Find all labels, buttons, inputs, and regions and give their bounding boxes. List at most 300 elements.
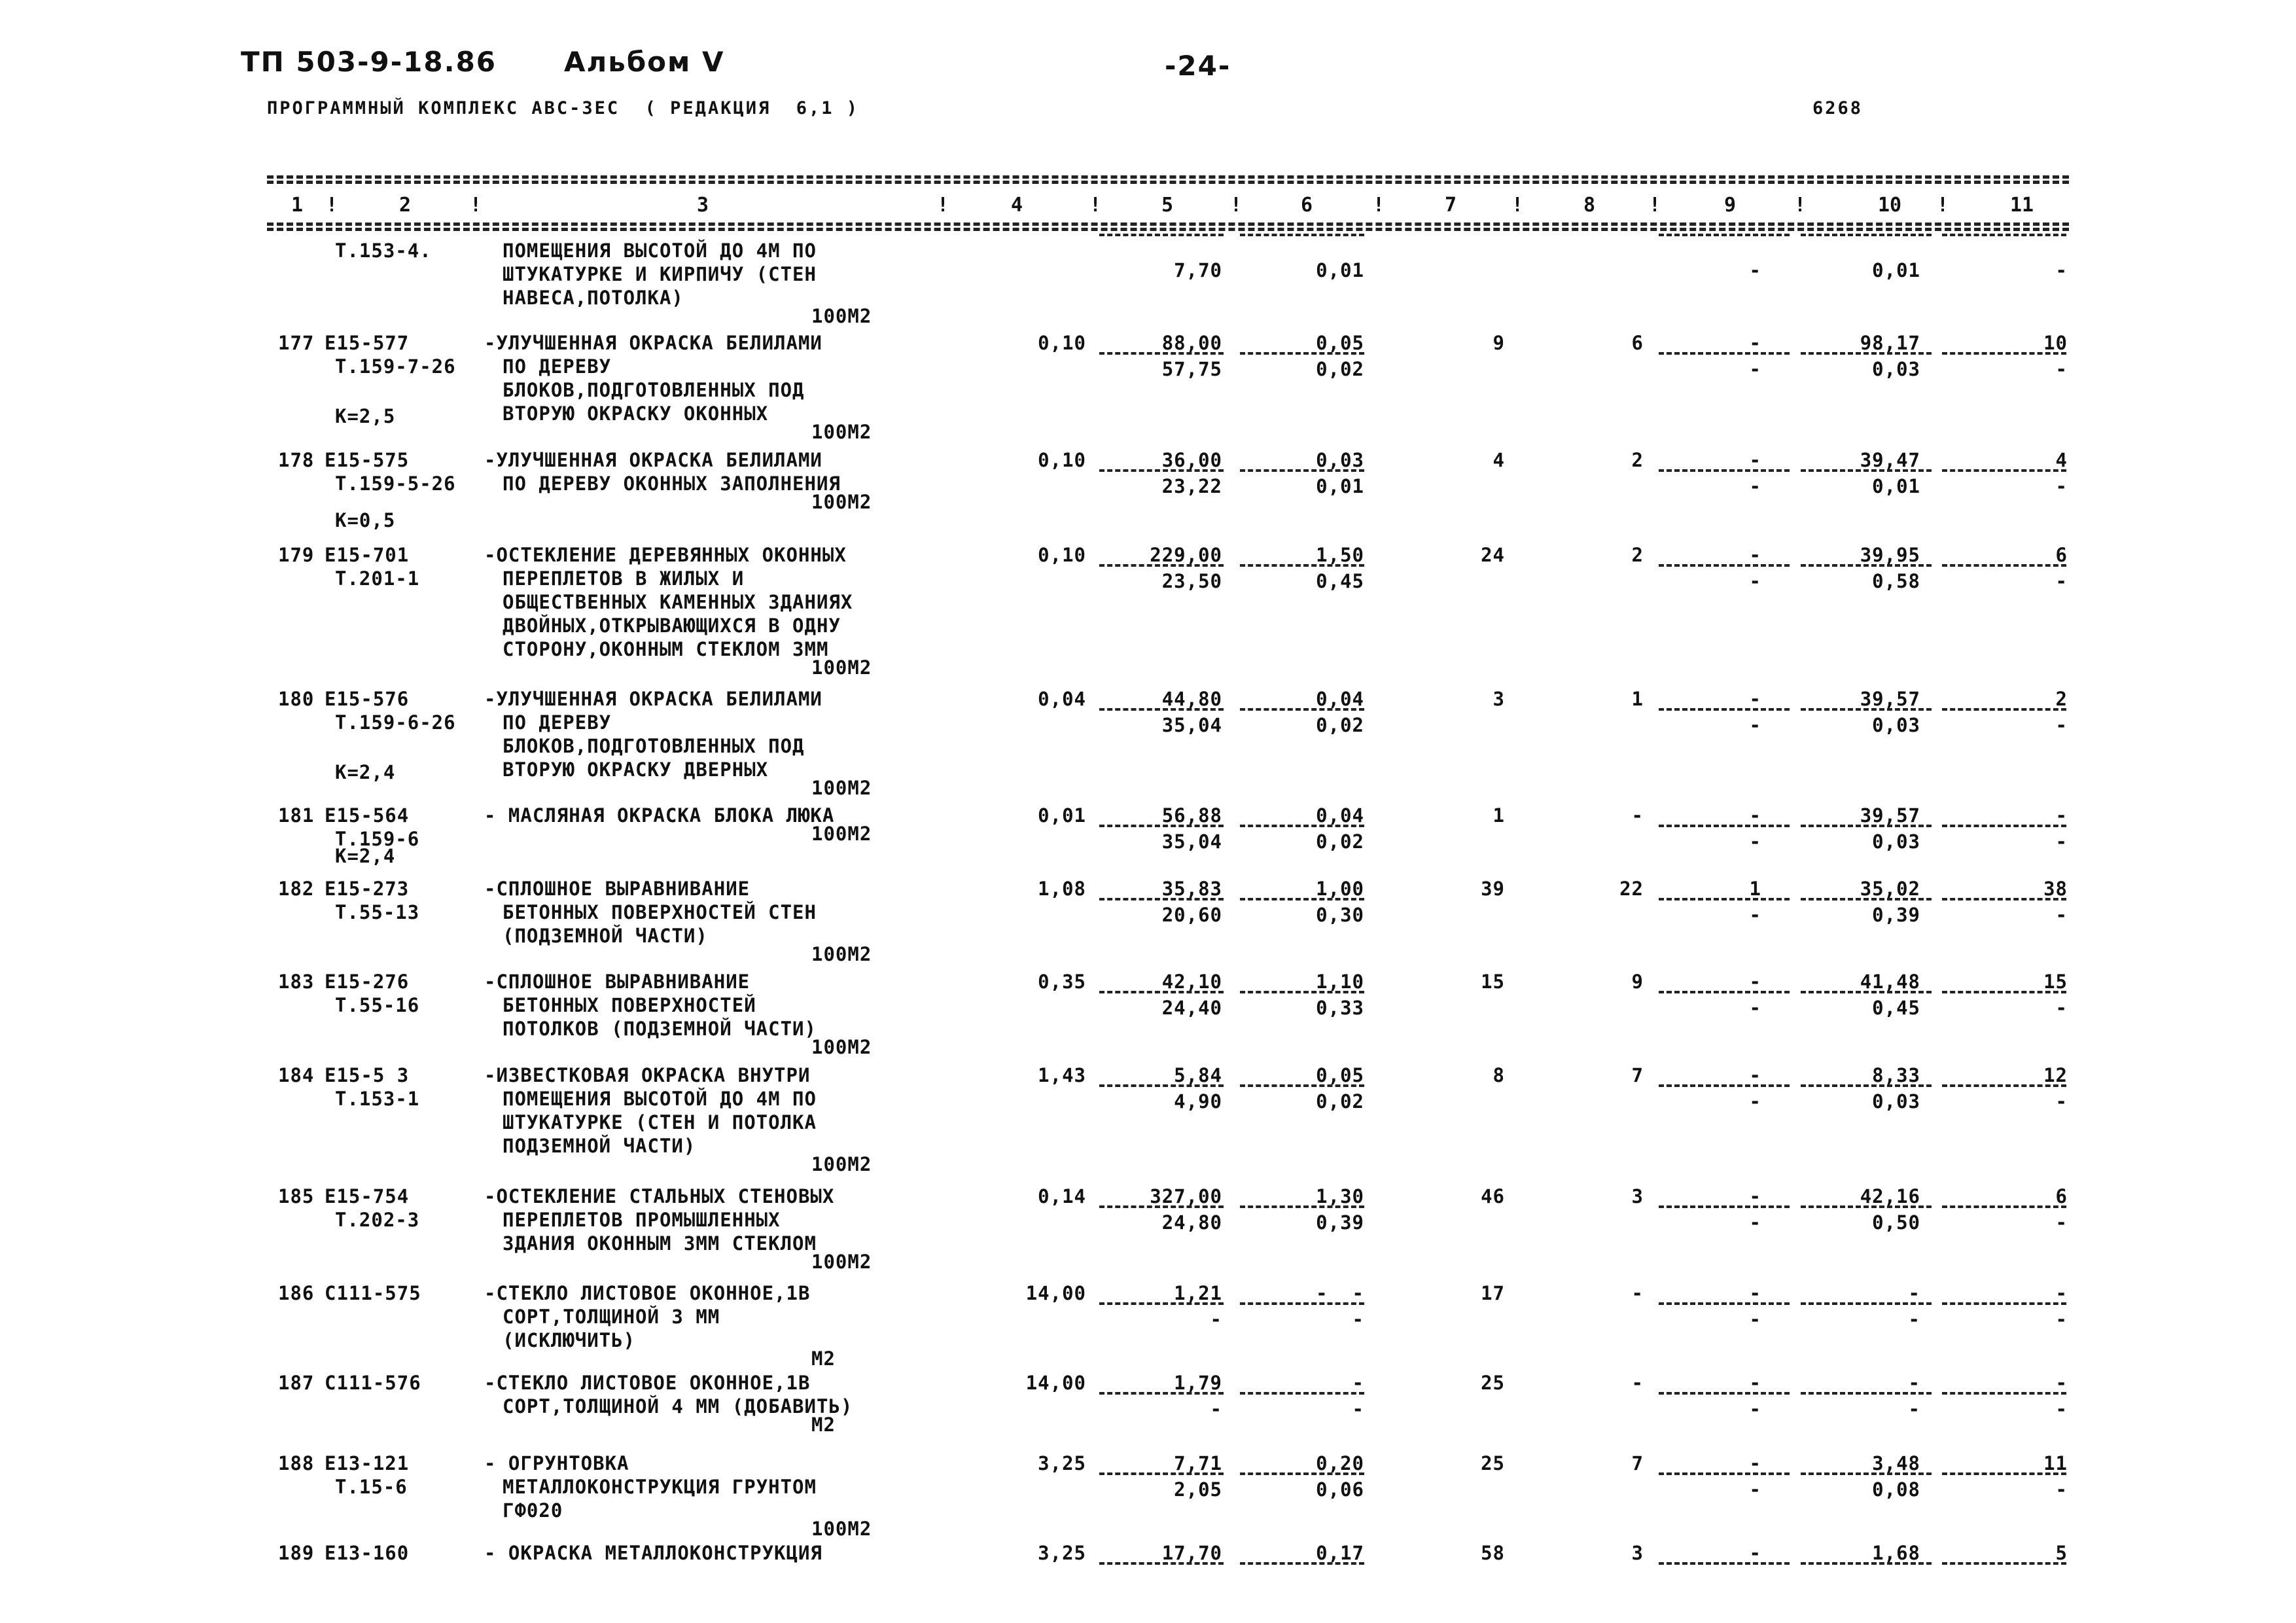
row-number: 178 — [278, 449, 315, 471]
table-ref: Т.202-3 — [335, 1209, 420, 1231]
work-description: ПО ДЕРЕВУ — [503, 711, 612, 734]
column-number: 11 — [2010, 194, 2034, 217]
labor-total: 38 — [2043, 878, 2068, 900]
rate-code: Е15-576 — [325, 688, 410, 710]
col9-value: - — [1749, 971, 1761, 993]
quantity: 0,10 — [1038, 449, 1086, 471]
cell-divider — [1942, 564, 2066, 567]
cell-divider — [1240, 1562, 1364, 1565]
unit-cost-labor: - — [1210, 1308, 1222, 1330]
labor-total-sub: - — [2055, 1090, 2068, 1113]
work-description: ПОМЕЩЕНИЯ ВЫСОТОЙ ДО 4М ПО — [503, 240, 817, 262]
cell-divider — [1801, 708, 1932, 711]
cell-divider — [1240, 1392, 1364, 1395]
total-cost: 3 — [1492, 688, 1505, 710]
mech-cost-labor: 0,06 — [1316, 1478, 1364, 1501]
total-cost: 24 — [1481, 544, 1505, 566]
row-number: 177 — [278, 332, 315, 354]
table-ref: Т.159-6 — [335, 828, 420, 850]
rate-code: Е15-564 — [325, 804, 410, 827]
page-number: -24- — [1165, 50, 1231, 82]
cell-divider — [1801, 1392, 1932, 1395]
header-bottom-rule — [267, 223, 2069, 226]
mech-cost: - — [1352, 1372, 1364, 1394]
cell-divider — [1942, 1084, 2066, 1087]
mech-cost-labor: - — [1352, 1308, 1364, 1330]
unit-cost: 56,88 — [1161, 804, 1222, 827]
quantity: 3,25 — [1038, 1542, 1086, 1564]
quantity: 3,25 — [1038, 1452, 1086, 1474]
cell-divider — [1942, 991, 2066, 993]
total-cost: 8 — [1492, 1064, 1505, 1086]
work-description: ЗДАНИЯ ОКОННЫМ 3ММ СТЕКЛОМ — [503, 1232, 817, 1255]
row-number: 187 — [278, 1372, 315, 1394]
quantity: 0,10 — [1038, 544, 1086, 566]
work-description: ВТОРУЮ ОКРАСКУ ОКОННЫХ — [503, 402, 769, 425]
quantity: 0,01 — [1038, 804, 1086, 827]
unit-cost: 17,70 — [1161, 1542, 1222, 1564]
work-description: БЕТОННЫХ ПОВЕРХНОСТЕЙ — [503, 994, 756, 1016]
col9-sub: - — [1749, 259, 1761, 281]
labor-total-sub: - — [2055, 259, 2068, 281]
quantity: 0,35 — [1038, 971, 1086, 993]
unit-cost-labor: 23,50 — [1161, 570, 1222, 592]
work-description: (ПОДЗЕМНОЙ ЧАСТИ) — [503, 925, 708, 947]
unit-cost-labor: - — [1210, 1398, 1222, 1420]
total-cost: 25 — [1481, 1452, 1505, 1474]
mech-cost-labor: 0,02 — [1316, 830, 1364, 853]
unit-cost-labor: 35,04 — [1161, 714, 1222, 736]
labor-unit-sub: - — [1908, 1398, 1920, 1420]
work-description: - ОКРАСКА МЕТАЛЛОКОНСТРУКЦИЯ — [484, 1542, 822, 1564]
cell-divider — [1801, 234, 1932, 236]
table-ref: Т.55-13 — [335, 901, 420, 923]
cell-divider — [1801, 1205, 1932, 1208]
labor-total-sub: - — [2055, 830, 2068, 853]
labor-cost: 2 — [1631, 544, 1644, 566]
col9-value: - — [1749, 332, 1761, 354]
work-description: НАВЕСА,ПОТОЛКА) — [503, 287, 684, 309]
work-description: СОРТ,ТОЛЩИНОЙ 3 ММ — [503, 1306, 720, 1328]
unit-label: 100М2 — [811, 1036, 872, 1058]
labor-cost: 6 — [1631, 332, 1644, 354]
table-ref: Т.55-16 — [335, 994, 420, 1016]
mech-cost: 0,03 — [1316, 449, 1364, 471]
cell-divider — [1801, 1302, 1932, 1305]
unit-label: 100М2 — [811, 305, 872, 327]
labor-unit: - — [1908, 1282, 1920, 1304]
work-description: -УЛУЧШЕННАЯ ОКРАСКА БЕЛИЛАМИ — [484, 449, 822, 471]
labor-total-sub: - — [2055, 714, 2068, 736]
work-description: БЛОКОВ,ПОДГОТОВЛЕННЫХ ПОД — [503, 379, 805, 401]
unit-cost-labor: 24,40 — [1161, 997, 1222, 1019]
cell-divider — [1801, 352, 1932, 355]
col9-sub: - — [1749, 1478, 1761, 1501]
column-number: 9 — [1724, 194, 1737, 217]
labor-unit: 8,33 — [1872, 1064, 1920, 1086]
cell-divider — [1099, 1472, 1224, 1475]
work-description: ШТУКАТУРКЕ (СТЕН И ПОТОЛКА — [503, 1111, 817, 1133]
rate-code: Е15-575 — [325, 449, 410, 471]
labor-total-sub: - — [2055, 1398, 2068, 1420]
col9-value: - — [1749, 688, 1761, 710]
mech-cost-labor: 0,01 — [1316, 259, 1364, 281]
rate-code: Е15-701 — [325, 544, 410, 566]
labor-total-sub: - — [2055, 358, 2068, 380]
col9-value: 1 — [1749, 878, 1761, 900]
column-number: 7 — [1445, 194, 1457, 217]
work-description: БЕТОННЫХ ПОВЕРХНОСТЕЙ СТЕН — [503, 901, 817, 923]
labor-unit: 39,47 — [1860, 449, 1920, 471]
unit-cost: 35,83 — [1161, 878, 1222, 900]
labor-total-sub: - — [2055, 1211, 2068, 1234]
total-cost: 17 — [1481, 1282, 1505, 1304]
mech-cost-labor: 0,30 — [1316, 904, 1364, 926]
labor-cost: 3 — [1631, 1542, 1644, 1564]
work-description: ВТОРУЮ ОКРАСКУ ДВЕРНЫХ — [503, 758, 769, 781]
album-label: Альбом V — [564, 46, 725, 78]
mech-cost: 0,17 — [1316, 1542, 1364, 1564]
labor-cost: 3 — [1631, 1185, 1644, 1207]
cell-divider — [1801, 1084, 1932, 1087]
col9-value: - — [1749, 1372, 1761, 1394]
col9-sub: - — [1749, 997, 1761, 1019]
work-description: ПОТОЛКОВ (ПОДЗЕМНОЙ ЧАСТИ) — [503, 1018, 817, 1040]
cell-divider — [1659, 825, 1790, 827]
cell-divider — [1659, 1084, 1790, 1087]
cell-divider — [1659, 469, 1790, 472]
mech-cost: 0,05 — [1316, 1064, 1364, 1086]
column-separator: ! — [1230, 194, 1243, 217]
quantity: 14,00 — [1025, 1282, 1086, 1304]
unit-cost-labor: 35,04 — [1161, 830, 1222, 853]
cell-divider — [1240, 564, 1364, 567]
labor-cost: 7 — [1631, 1452, 1644, 1474]
labor-cost: 1 — [1631, 688, 1644, 710]
mech-cost: 0,04 — [1316, 804, 1364, 827]
col9-sub: - — [1749, 1398, 1761, 1420]
labor-total: - — [2055, 1372, 2068, 1394]
cell-divider — [1942, 898, 2066, 901]
labor-cost: 22 — [1619, 878, 1644, 900]
cell-divider — [1099, 1084, 1224, 1087]
labor-total: 15 — [2043, 971, 2068, 993]
mech-cost: 0,04 — [1316, 688, 1364, 710]
mech-cost-labor: 0,45 — [1316, 570, 1364, 592]
unit-cost-labor: 4,90 — [1174, 1090, 1222, 1113]
cell-divider — [1659, 564, 1790, 567]
unit-cost-labor: 20,60 — [1161, 904, 1222, 926]
work-description: ПО ДЕРЕВУ ОКОННЫХ ЗАПОЛНЕНИЯ — [503, 473, 841, 495]
labor-unit: - — [1908, 1372, 1920, 1394]
row-number: 188 — [278, 1452, 315, 1474]
cell-divider — [1942, 1205, 2066, 1208]
labor-unit: 35,02 — [1860, 878, 1920, 900]
cell-divider — [1099, 234, 1224, 236]
unit-label: 100М2 — [811, 777, 872, 799]
labor-total-sub: - — [2055, 1308, 2068, 1330]
unit-label: М2 — [811, 1347, 836, 1370]
cell-divider — [1942, 1302, 2066, 1305]
coefficient: К=2,5 — [335, 405, 396, 427]
labor-unit-sub: 0,58 — [1872, 570, 1920, 592]
cell-divider — [1099, 352, 1224, 355]
row-number: 179 — [278, 544, 315, 566]
labor-unit-sub: 0,03 — [1872, 714, 1920, 736]
labor-unit-sub: - — [1908, 1308, 1920, 1330]
row-number: 185 — [278, 1185, 315, 1207]
cell-divider — [1099, 469, 1224, 472]
labor-unit-sub: 0,50 — [1872, 1211, 1920, 1234]
work-description: - ОГРУНТОВКА — [484, 1452, 629, 1474]
labor-total: 5 — [2055, 1542, 2068, 1564]
col9-value: - — [1749, 1452, 1761, 1474]
cell-divider — [1942, 1562, 2066, 1565]
col9-sub: - — [1749, 358, 1761, 380]
column-separator: ! — [1089, 194, 1102, 217]
cell-divider — [1099, 708, 1224, 711]
total-cost: 25 — [1481, 1372, 1505, 1394]
labor-total-sub: - — [2055, 570, 2068, 592]
labor-cost: 9 — [1631, 971, 1644, 993]
cell-divider — [1240, 1084, 1364, 1087]
work-description: (ИСКЛЮЧИТЬ) — [503, 1329, 636, 1351]
cell-divider — [1240, 1472, 1364, 1475]
unit-cost: 1,79 — [1174, 1372, 1222, 1394]
labor-total: - — [2055, 804, 2068, 827]
labor-total-sub: - — [2055, 997, 2068, 1019]
labor-total-sub: - — [2055, 904, 2068, 926]
program-label: ПРОГРАММНЫЙ КОМПЛЕКС АВС-3ЕС ( РЕДАКЦИЯ 6,1 ) — [267, 98, 860, 118]
column-number: 1 — [291, 194, 304, 217]
rate-code: С111-575 — [325, 1282, 421, 1304]
cell-divider — [1659, 1392, 1790, 1395]
labor-unit: 39,95 — [1860, 544, 1920, 566]
total-cost: 4 — [1492, 449, 1505, 471]
unit-label: 100М2 — [811, 1251, 872, 1273]
table-ref: Т.15-6 — [335, 1476, 408, 1498]
labor-unit-sub: 0,03 — [1872, 358, 1920, 380]
total-cost: 15 — [1481, 971, 1505, 993]
unit-label: 100М2 — [811, 656, 872, 679]
col9-sub: - — [1749, 475, 1761, 497]
labor-total: 2 — [2055, 688, 2068, 710]
mech-cost-labor: 0,33 — [1316, 997, 1364, 1019]
unit-cost-labor: 24,80 — [1161, 1211, 1222, 1234]
work-description: ПЕРЕПЛЕТОВ В ЖИЛЫХ И — [503, 567, 745, 590]
work-description: БЛОКОВ,ПОДГОТОВЛЕННЫХ ПОД — [503, 735, 805, 757]
row-number: 189 — [278, 1542, 315, 1564]
cell-divider — [1099, 1302, 1224, 1305]
column-separator: ! — [937, 194, 949, 217]
row-number: 182 — [278, 878, 315, 900]
unit-cost-labor: 2,05 — [1174, 1478, 1222, 1501]
cell-divider — [1659, 1205, 1790, 1208]
labor-total-sub: - — [2055, 1478, 2068, 1501]
cell-divider — [1240, 825, 1364, 827]
table-ref: Т.153-4. — [335, 240, 432, 262]
cell-divider — [1942, 469, 2066, 472]
labor-unit-sub: 0,01 — [1872, 259, 1920, 281]
unit-label: 100М2 — [811, 421, 872, 443]
cell-divider — [1801, 1562, 1932, 1565]
work-description: -ИЗВЕСТКОВАЯ ОКРАСКА ВНУТРИ — [484, 1064, 811, 1086]
total-cost: 39 — [1481, 878, 1505, 900]
col9-value: - — [1749, 1185, 1761, 1207]
cell-divider — [1942, 825, 2066, 827]
table-ref: Т.201-1 — [335, 567, 420, 590]
column-number: 5 — [1161, 194, 1174, 217]
cell-divider — [1659, 234, 1790, 236]
col9-value: - — [1749, 804, 1761, 827]
table-top-rule — [267, 175, 2069, 179]
rate-code: Е13-121 — [325, 1452, 410, 1474]
cell-divider — [1099, 1562, 1224, 1565]
cell-divider — [1659, 1302, 1790, 1305]
coefficient: К=2,4 — [335, 845, 396, 867]
column-number: 6 — [1301, 194, 1313, 217]
work-description: ПЕРЕПЛЕТОВ ПРОМЫШЛЕННЫХ — [503, 1209, 781, 1231]
mech-cost: 1,00 — [1316, 878, 1364, 900]
cell-divider — [1659, 1562, 1790, 1565]
column-separator: ! — [1649, 194, 1661, 217]
cell-divider — [1659, 991, 1790, 993]
work-description: -СТЕКЛО ЛИСТОВОЕ ОКОННОЕ,1В — [484, 1282, 811, 1304]
cell-divider — [1240, 991, 1364, 993]
column-separator: ! — [1794, 194, 1807, 217]
col9-sub: - — [1749, 714, 1761, 736]
total-cost: 9 — [1492, 332, 1505, 354]
work-description: ПОДЗЕМНОЙ ЧАСТИ) — [503, 1135, 696, 1157]
doc-number: 6268 — [1812, 98, 1863, 118]
labor-total: 6 — [2055, 544, 2068, 566]
labor-total: 10 — [2043, 332, 2068, 354]
mech-cost: - - — [1316, 1282, 1364, 1304]
cell-divider — [1801, 825, 1932, 827]
column-separator: ! — [1511, 194, 1524, 217]
unit-label: 100М2 — [811, 1518, 872, 1540]
table-ref: Т.159-5-26 — [335, 473, 456, 495]
labor-total: 6 — [2055, 1185, 2068, 1207]
cell-divider — [1099, 1392, 1224, 1395]
unit-cost-labor: 23,22 — [1161, 475, 1222, 497]
work-description: СОРТ,ТОЛЩИНОЙ 4 ММ (ДОБАВИТЬ) — [503, 1395, 853, 1418]
unit-label: 100М2 — [811, 1153, 872, 1175]
unit-label: 100М2 — [811, 943, 872, 965]
cell-divider — [1942, 234, 2066, 236]
header-bottom-rule-2 — [267, 228, 2069, 231]
col9-sub: - — [1749, 1308, 1761, 1330]
cell-divider — [1099, 564, 1224, 567]
work-description: ШТУКАТУРКЕ И КИРПИЧУ (СТЕН — [503, 263, 817, 285]
mech-cost: 1,50 — [1316, 544, 1364, 566]
col9-sub: - — [1749, 1211, 1761, 1234]
total-cost: 46 — [1481, 1185, 1505, 1207]
table-ref: Т.159-7-26 — [335, 355, 456, 378]
unit-cost: 1,21 — [1174, 1282, 1222, 1304]
quantity: 14,00 — [1025, 1372, 1086, 1394]
unit-cost: 7,71 — [1174, 1452, 1222, 1474]
rate-code: Е15-754 — [325, 1185, 410, 1207]
col9-value: - — [1749, 1282, 1761, 1304]
unit-cost: 44,80 — [1161, 688, 1222, 710]
col9-sub: - — [1749, 830, 1761, 853]
mech-cost: 0,20 — [1316, 1452, 1364, 1474]
row-number: 180 — [278, 688, 315, 710]
labor-unit: 39,57 — [1860, 688, 1920, 710]
mech-cost-labor: 0,39 — [1316, 1211, 1364, 1234]
cell-divider — [1659, 1472, 1790, 1475]
mech-cost-labor: - — [1352, 1398, 1364, 1420]
unit-label: 100М2 — [811, 491, 872, 513]
labor-unit-sub: 0,03 — [1872, 1090, 1920, 1113]
quantity: 0,14 — [1038, 1185, 1086, 1207]
quantity: 0,04 — [1038, 688, 1086, 710]
work-description: ПО ДЕРЕВУ — [503, 355, 612, 378]
rate-code: Е13-160 — [325, 1542, 410, 1564]
unit-cost: 36,00 — [1161, 449, 1222, 471]
mech-cost: 0,05 — [1316, 332, 1364, 354]
column-separator: ! — [326, 194, 338, 217]
table-ref: Т.159-6-26 — [335, 711, 456, 734]
work-description: МЕТАЛЛОКОНСТРУКЦИЯ ГРУНТОМ — [503, 1476, 817, 1498]
coefficient: К=0,5 — [335, 509, 396, 531]
cell-divider — [1801, 1472, 1932, 1475]
unit-cost: 5,84 — [1174, 1064, 1222, 1086]
column-number: 10 — [1878, 194, 1902, 217]
labor-unit-sub: 0,03 — [1872, 830, 1920, 853]
doc-code: ТП 503-9-18.86 — [241, 46, 497, 78]
labor-cost: - — [1631, 1372, 1644, 1394]
work-description: ПОМЕЩЕНИЯ ВЫСОТОЙ ДО 4М ПО — [503, 1088, 817, 1110]
quantity: 1,43 — [1038, 1064, 1086, 1086]
column-number: 2 — [399, 194, 412, 217]
table-top-rule-2 — [267, 181, 2069, 184]
cell-divider — [1659, 708, 1790, 711]
cell-divider — [1099, 898, 1224, 901]
cell-divider — [1942, 352, 2066, 355]
unit-cost: 88,00 — [1161, 332, 1222, 354]
cell-divider — [1801, 898, 1932, 901]
row-number: 186 — [278, 1282, 315, 1304]
mech-cost: 1,10 — [1316, 971, 1364, 993]
quantity: 1,08 — [1038, 878, 1086, 900]
cell-divider — [1240, 1302, 1364, 1305]
col9-value: - — [1749, 449, 1761, 471]
labor-unit: 42,16 — [1860, 1185, 1920, 1207]
total-cost: 1 — [1492, 804, 1505, 827]
unit-cost-labor: 57,75 — [1161, 358, 1222, 380]
cell-divider — [1240, 352, 1364, 355]
column-number: 8 — [1583, 194, 1596, 217]
labor-total: 11 — [2043, 1452, 2068, 1474]
col9-value: - — [1749, 1064, 1761, 1086]
mech-cost-labor: 0,01 — [1316, 475, 1364, 497]
mech-cost: 1,30 — [1316, 1185, 1364, 1207]
work-description: -УЛУЧШЕННАЯ ОКРАСКА БЕЛИЛАМИ — [484, 332, 822, 354]
mech-cost-labor: 0,02 — [1316, 714, 1364, 736]
work-description: -УЛУЧШЕННАЯ ОКРАСКА БЕЛИЛАМИ — [484, 688, 822, 710]
labor-unit-sub: 0,01 — [1872, 475, 1920, 497]
labor-unit: 39,57 — [1860, 804, 1920, 827]
work-description: ДВОЙНЫХ,ОТКРЫВАЮЩИХСЯ В ОДНУ — [503, 615, 841, 637]
row-number: 181 — [278, 804, 315, 827]
unit-cost: 42,10 — [1161, 971, 1222, 993]
work-description: -СПЛОШНОЕ ВЫРАВНИВАНИЕ — [484, 878, 751, 900]
cell-divider — [1240, 898, 1364, 901]
col9-sub: - — [1749, 570, 1761, 592]
labor-unit: 41,48 — [1860, 971, 1920, 993]
